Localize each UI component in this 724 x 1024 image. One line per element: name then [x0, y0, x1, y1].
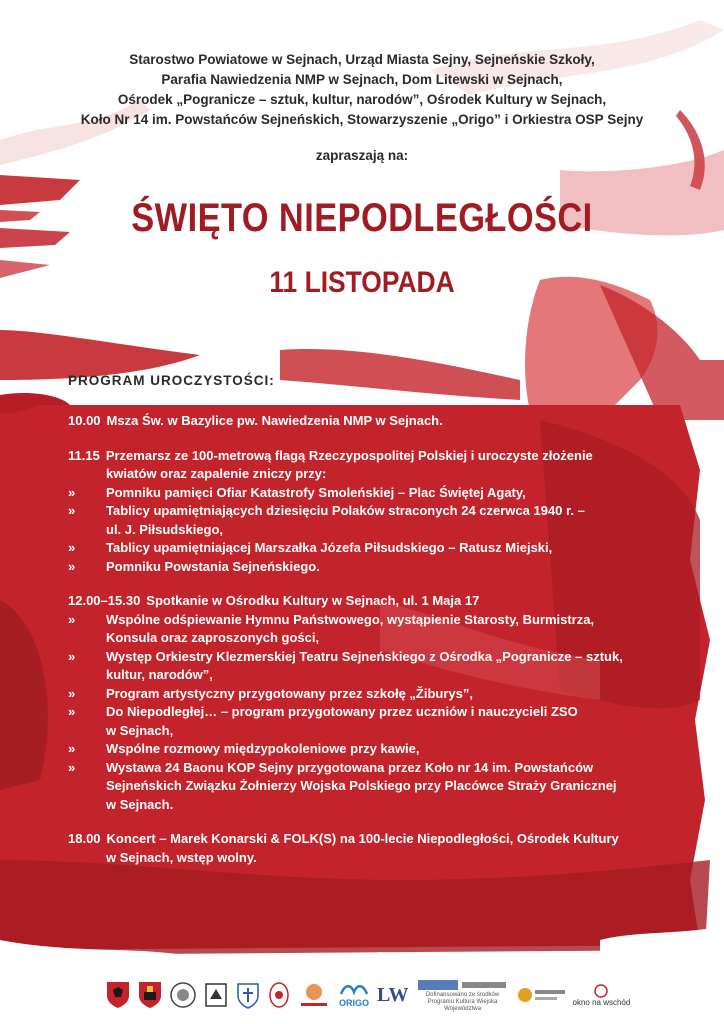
program-item-text: Wspólne rozmowy międzypokoleniowe przy kawie, [106, 741, 420, 756]
bullet-marker: » [68, 741, 76, 756]
school-round-logo [169, 981, 197, 1009]
cultural-centre-logo [297, 981, 331, 1009]
organizers-line: Ośrodek „Pogranicze – sztuk, kultur, narodów”, Ośrodek Kultury w Sejnach, [117, 92, 607, 107]
program-item [68, 558, 668, 577]
event-heading [68, 447, 668, 466]
bullet-marker: » [68, 558, 76, 574]
bullet-marker [68, 666, 106, 685]
program-item-text: Sejneńskich Związku Żołnierzy Wojska Polskiego przy Placówce Straży Granicznej [106, 778, 617, 793]
bullet-marker: » [68, 540, 76, 555]
program-heading: PROGRAM UROCZYSTOŚCI: [68, 373, 275, 388]
bullet-marker [68, 521, 106, 540]
event-heading [68, 592, 668, 611]
bullet-marker: » [68, 611, 76, 627]
okno-label: okno na wschód [572, 997, 631, 1007]
bullet-marker: » [68, 648, 76, 664]
event-time: 12.00–15.30 [68, 593, 141, 608]
coat-of-arms-sejny-county-logo [105, 980, 131, 1010]
page-title: ŚWIĘTO NIEPODLEGŁOŚCI [131, 196, 593, 240]
organizers-line: Koło Nr 14 im. Powstańców Sejneńskich, Stowarzyszenie „Origo” i Orkiestra OSP Sejny [80, 112, 644, 127]
bullet-marker: » [68, 759, 76, 775]
program-item-text: Konsula oraz zaproszonych gości, [106, 630, 320, 645]
lw-logo [377, 984, 409, 1007]
lw-label: LW [377, 983, 409, 1006]
coat-of-arms-sejny-city-logo [137, 980, 163, 1010]
program-event [68, 830, 668, 867]
bullet-marker [68, 722, 106, 741]
program-item-text: ul. J. Piłsudskiego, [106, 521, 224, 537]
bullet-marker: » [68, 484, 76, 500]
program-item [68, 796, 668, 815]
origo-label: ORIGO [338, 998, 369, 1008]
program-item [68, 484, 668, 503]
program-item [68, 502, 668, 521]
program-item-text: Występ Orkiestry Klezmerskiej Teatru Sejneńskiego z Ośrodka „Pogranicze – sztuk, [106, 648, 623, 664]
program-item [68, 539, 668, 558]
lithuanian-house-logo [203, 981, 229, 1009]
program-item [68, 629, 668, 648]
program-item [68, 759, 668, 778]
program-item-text: Tablicy upamiętniającej Marszałka Józefa Piłsudskiego – Ratusz Miejski, [106, 540, 553, 555]
program-item-text: Tablicy upamiętniających dziesięciu Polaków straconych 24 czerwca 1940 r. – [106, 503, 585, 518]
bullet-marker: » [68, 503, 76, 518]
event-time: 18.00 [68, 831, 101, 846]
program-item [68, 703, 668, 722]
event-date: 11 LISTOPADA [269, 266, 455, 299]
program-schedule [68, 412, 668, 883]
bullet-marker [68, 796, 106, 815]
event-description: Msza Św. w Bazylice pw. Nawiedzenia NMP w Sejnach. [106, 413, 443, 428]
event-heading [68, 412, 668, 431]
program-item [68, 685, 668, 704]
program-item-text: w Sejnach. [106, 796, 174, 812]
program-item [68, 722, 668, 741]
program-item [68, 777, 668, 796]
event-description: Przemarsz ze 100-metrową flagą Rzeczypospolitej Polskiej i uroczyste złożenie [105, 447, 593, 463]
bullet-marker: » [68, 685, 76, 701]
school-emblem-logo [267, 980, 291, 1010]
event-description-line: kwiatów oraz zapalenie zniczy przy: [106, 466, 327, 481]
bullet-marker: » [68, 704, 76, 719]
program-item-text: Do Niepodległej… – program przygotowany przez uczniów i nauczycieli ZSO [106, 704, 578, 719]
invite-text: zapraszają na: [315, 148, 409, 163]
program-item [68, 521, 668, 540]
program-item-text: Pomniku pamięci Ofiar Katastrofy Smoleńskiej – Plac Świętej Agaty, [106, 484, 526, 500]
program-item [68, 611, 668, 630]
origo-logo [337, 982, 371, 1008]
regional-emblem-logo [517, 983, 567, 1007]
program-item-text: Wystawa 24 Baonu KOP Sejny przygotowana przez Koło nr 14 im. Powstańców [106, 759, 594, 775]
event-description-line: w Sejnach, wstęp wolny. [106, 849, 257, 865]
program-event [68, 412, 668, 431]
okno-na-wschod-logo [573, 984, 631, 1007]
program-item [68, 666, 668, 685]
organizers-line: Starostwo Powiatowe w Sejnach, Urząd Miasta Sejny, Sejneńskie Szkoły, [129, 52, 595, 67]
parish-crest-logo [235, 980, 261, 1010]
program-event [68, 447, 668, 577]
bullet-marker [68, 629, 106, 648]
program-item-text: Pomniku Powstania Sejneńskiego. [106, 558, 320, 574]
funding-note: Dofinansowano ze środków Programu Kultura Wiejska Województwa [425, 991, 500, 1012]
program-event [68, 592, 668, 814]
event-description: Spotkanie w Ośrodku Kultury w Sejnach, ul. 1 Maja 17 [146, 593, 480, 608]
pfron-funding-logo [415, 978, 511, 1013]
organizers-line: Parafia Nawiedzenia NMP w Sejnach, Dom Litewski w Sejnach, [161, 72, 563, 87]
sponsor-logos [105, 975, 665, 1015]
program-item-text: w Sejnach, [106, 722, 174, 738]
event-heading [68, 830, 668, 849]
program-item-text: Wspólne odśpiewanie Hymnu Państwowego, wystąpienie Starosty, Burmistrza, [106, 611, 595, 627]
program-item-text: kultur, narodów”, [106, 667, 213, 682]
program-item [68, 740, 668, 759]
event-time: 10.00 [68, 413, 101, 428]
event-time: 11.15 [68, 447, 100, 463]
bullet-marker [68, 777, 106, 796]
program-item-text: Program artystyczny przygotowany przez szkołę „Žiburys”, [106, 685, 473, 701]
organizers-block [0, 50, 724, 130]
event-description: Koncert – Marek Konarski & FOLK(S) na 100-lecie Niepodległości, Ośrodek Kultury [106, 831, 619, 846]
program-item [68, 648, 668, 667]
